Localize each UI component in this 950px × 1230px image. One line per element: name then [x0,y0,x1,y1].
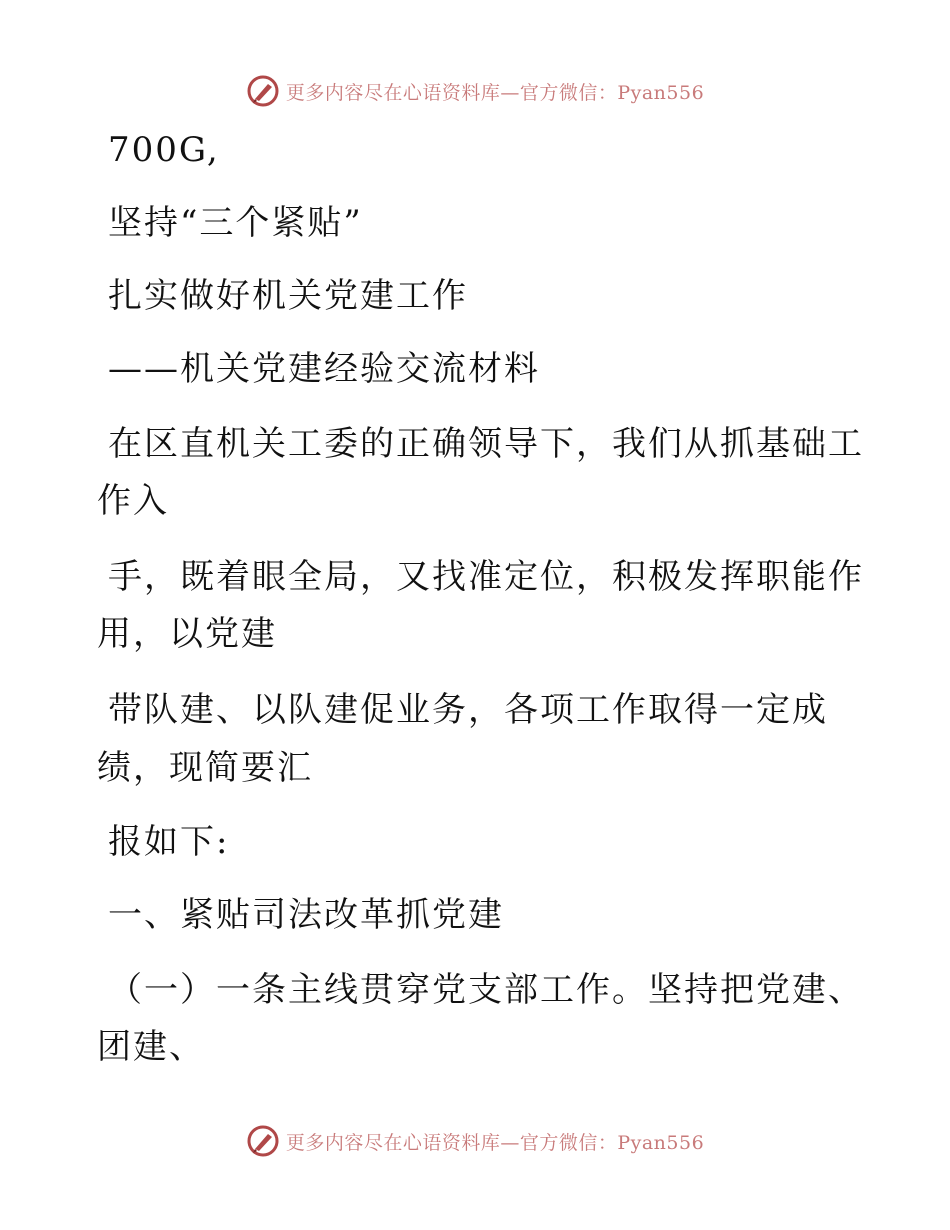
text-line: 手，既着眼全局，又找准定位，积极发挥职能作 [108,557,864,597]
text-line: 作入 [97,481,169,521]
watermark-text: 更多内容尽在心语资料库—官方微信：Pyan556 [285,1131,705,1154]
text-line: 报如下: [108,822,230,862]
text-line: 一、紧贴司法改革抓党建 [108,895,504,935]
text-line: 团建、 [97,1027,205,1067]
text-line: 坚持“三个紧贴” [108,203,363,243]
pen-in-circle-icon [246,1124,280,1158]
text-line: 绩，现简要汇 [97,748,313,788]
text-line: 700G, [108,130,220,170]
footer-watermark [0,1121,950,1161]
text-line: ——机关党建经验交流材料 [108,349,540,389]
text-line: 用，以党建 [97,614,277,654]
text-line: 带队建、以队建促业务，各项工作取得一定成 [108,690,828,730]
watermark-text: 更多内容尽在心语资料库—官方微信：Pyan556 [285,81,705,104]
text-line: （一）一条主线贯穿党支部工作。坚持把党建、 [108,970,864,1010]
text-line: 扎实做好机关党建工作 [108,276,468,316]
text-line: 在区直机关工委的正确领导下，我们从抓基础工 [108,424,864,464]
